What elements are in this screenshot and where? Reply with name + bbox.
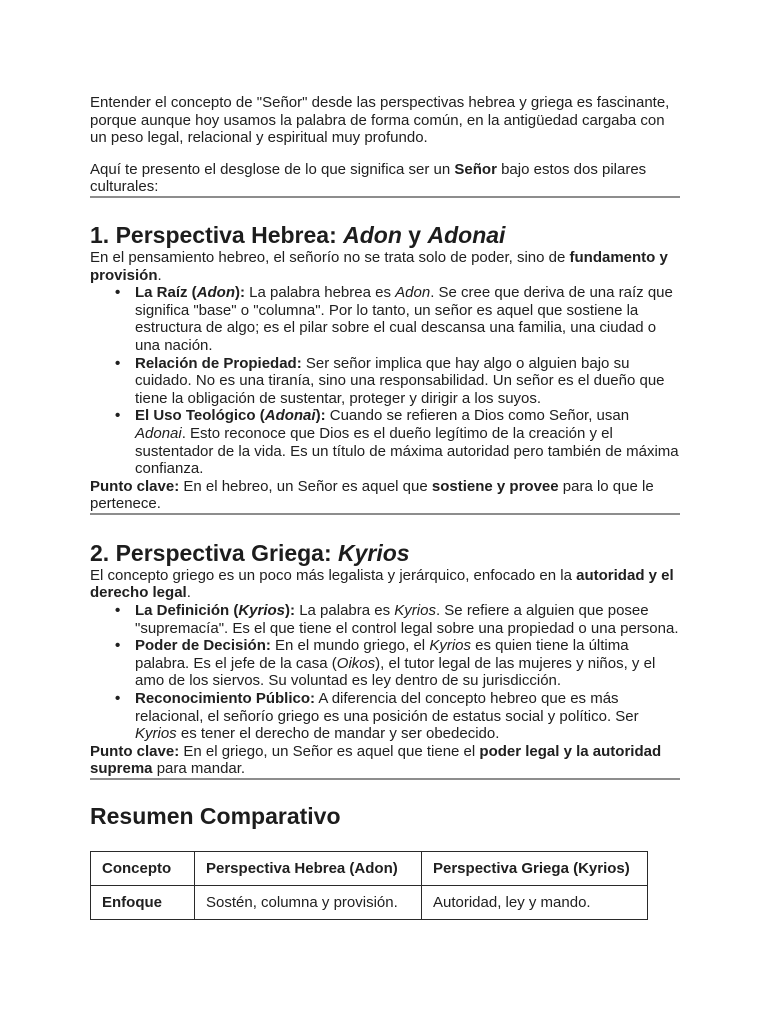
text-run: . Se refiere a alguien que posee "supremacía". Es el que tiene el control legal sobre una propiedad o una persona. xyxy=(135,602,679,637)
heading-italic-run: Adonai xyxy=(427,221,506,248)
list-item xyxy=(135,407,680,477)
text-run: para mandar. xyxy=(152,760,246,778)
key-point-hebrew xyxy=(90,478,680,513)
list-item xyxy=(135,284,680,354)
section-heading-hebrew xyxy=(90,221,680,249)
bullet-list-hebrew xyxy=(90,284,680,478)
bold-run: fundamento y provisión xyxy=(90,248,668,284)
intro-paragraph-2 xyxy=(90,161,680,196)
italic-run: Kyrios xyxy=(135,725,177,743)
table-header-cell: Perspectiva Hebrea (Adon) xyxy=(195,852,422,886)
table-header-cell: Perspectiva Griega (Kyrios) xyxy=(422,852,648,886)
text-run: En el mundo griego, el xyxy=(270,637,430,655)
intro-paragraph: Entender el concepto de "Señor" desde las perspectivas hebrea y griega es fascinante, porque aunque hoy usamos la palabra de forma común, en la antigüedad cargaba con un peso legal, relacional y espiritual muy profundo. xyxy=(90,94,670,147)
table-cell: Autoridad, ley y mando. xyxy=(422,886,648,920)
text-run: En el hebreo, un Señor es aquel que xyxy=(179,477,432,495)
table-header-row xyxy=(91,852,648,886)
heading-italic-run: Kyrios xyxy=(338,539,410,566)
text-run: En el pensamiento hebreo, el señorío no se trata solo de poder, sino de xyxy=(90,248,570,266)
bold-run: autoridad y el derecho legal xyxy=(90,566,674,602)
table-row xyxy=(91,886,648,920)
text-run: es tener el derecho de mandar y ser obedecido. xyxy=(176,725,500,743)
italic-run: Adon xyxy=(395,284,431,302)
text-run: En el griego, un Señor es aquel que tiene el xyxy=(179,742,480,760)
text-run: La palabra es xyxy=(295,602,395,620)
italic-run: Kyrios xyxy=(394,602,436,620)
heading-run: 2. Perspectiva Griega: xyxy=(90,539,339,566)
text-run: El concepto griego es un poco más legalista y jerárquico, enfocado en la xyxy=(90,566,577,584)
bold-run: sostiene y provee xyxy=(431,477,559,495)
text-run: Aquí te presento el desglose de lo que significa ser un xyxy=(90,160,455,178)
key-label: Punto clave: xyxy=(90,742,180,760)
section-heading-summary xyxy=(90,802,680,830)
heading-italic-run: Adon xyxy=(343,221,402,248)
text-run: . xyxy=(186,584,191,602)
section-heading-greek xyxy=(90,539,680,567)
list-item xyxy=(135,602,680,637)
heading-run: 1. Perspectiva Hebrea: xyxy=(90,221,344,248)
label-run: ): xyxy=(315,407,326,425)
item-label xyxy=(135,407,326,424)
section-divider xyxy=(90,196,680,198)
list-item xyxy=(135,355,680,408)
comparison-table xyxy=(90,851,648,920)
text-run: ), el tutor legal de las mujeres y niños, y el amo de los siervos. Su voluntad es ley dentro de su jurisdicción. xyxy=(135,654,656,690)
label-run: ): xyxy=(235,284,246,302)
bullet-list-greek xyxy=(90,602,680,743)
section-divider xyxy=(90,778,680,780)
heading-run: Resumen Comparativo xyxy=(90,803,341,829)
italic-run: Kyrios xyxy=(429,637,471,655)
text-run: es quien tiene la última palabra. Es el jefe de la casa ( xyxy=(135,637,629,672)
label-run: La Definición ( xyxy=(135,602,239,620)
section-intro-greek xyxy=(90,567,680,602)
label-run: La Raíz ( xyxy=(135,284,197,302)
text-run: A diferencia del concepto hebreo que es más relacional, el señorío griego es una posición de estatus social y político. Ser xyxy=(135,690,639,725)
item-label: Relación de Propiedad: xyxy=(135,354,302,372)
item-label: Reconocimiento Público: xyxy=(135,690,316,708)
table-header-cell: Concepto xyxy=(91,852,195,886)
label-italic-run: Kyrios xyxy=(238,602,286,620)
bold-run: Señor xyxy=(454,160,497,178)
table-cell: Enfoque xyxy=(91,886,195,920)
italic-run: Oikos xyxy=(336,654,376,672)
key-label: Punto clave: xyxy=(90,477,180,495)
label-italic-run: Adonai xyxy=(264,407,316,425)
bold-run: poder legal y la autoridad suprema xyxy=(90,742,662,778)
key-point-greek xyxy=(90,743,680,778)
text-run: . Esto reconoce que Dios es el dueño legítimo de la creación y el sustentador de la vida. Es un título de máxima autoridad pero también de máxima confianza. xyxy=(135,424,679,478)
list-item xyxy=(135,690,680,743)
label-italic-run: Adon xyxy=(196,284,236,302)
label-run: ): xyxy=(285,602,296,620)
item-label xyxy=(135,602,295,619)
text-run: . xyxy=(157,266,162,284)
text-run: Cuando se refieren a Dios como Señor, usan xyxy=(325,407,630,425)
text-run: La palabra hebrea es xyxy=(245,284,396,302)
list-item xyxy=(135,637,680,690)
label-run: El Uso Teológico ( xyxy=(135,407,265,425)
item-label xyxy=(135,284,245,301)
text-run: para lo que le pertenece. xyxy=(90,477,654,513)
section-intro-hebrew xyxy=(90,249,680,284)
italic-run: Adonai xyxy=(135,424,182,442)
table-cell: Sostén, columna y provisión. xyxy=(195,886,422,920)
text-run: bajo estos dos pilares culturales: xyxy=(90,160,647,196)
heading-run: y xyxy=(401,221,428,248)
item-label: Poder de Decisión: xyxy=(135,637,271,655)
text-run: Ser señor implica que hay algo o alguien bajo su cuidado. No es una tiranía, sino una responsabilidad. Un señor es el dueño que tiene la obligación de sustentar, proteger y dirigir a los suyos. xyxy=(135,354,665,407)
section-divider xyxy=(90,513,680,515)
text-run: . Se cree que deriva de una raíz que significa "base" o "columna". Por lo tanto, un señor es aquel que sostiene la estructura de algo; es el pilar sobre el cual descansa una familia, una ciudad o una nación. xyxy=(135,284,673,354)
document-body xyxy=(90,94,680,920)
